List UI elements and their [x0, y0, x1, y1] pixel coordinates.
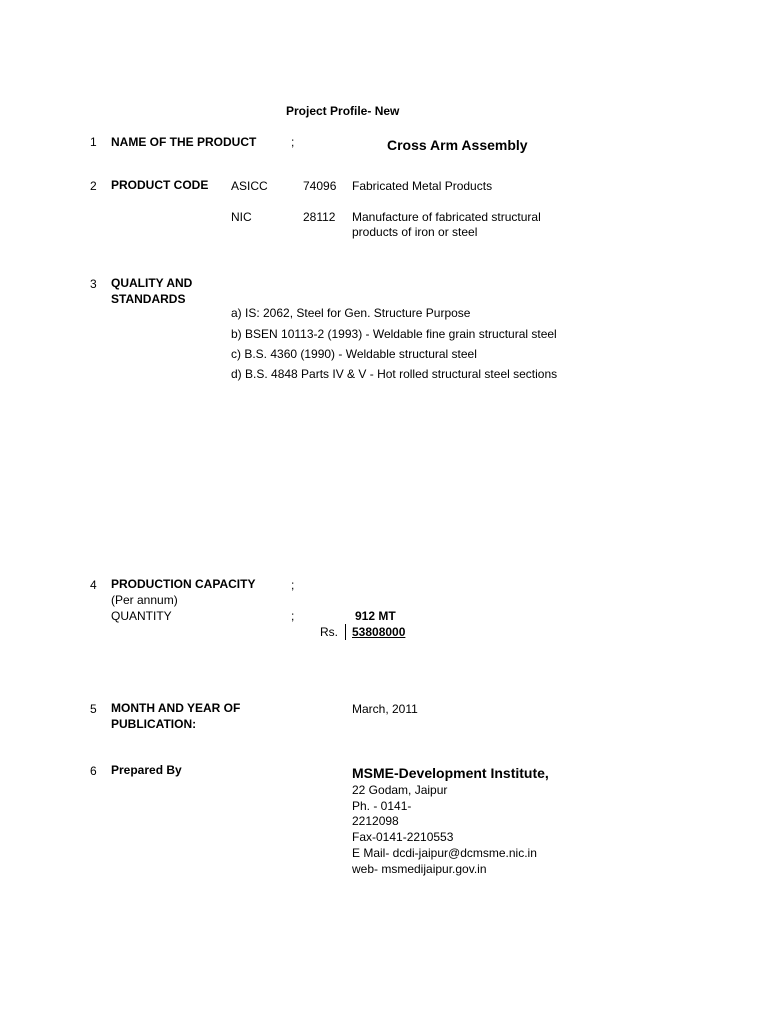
asicc-code: ASICC [231, 179, 268, 193]
nic-description-line-1: Manufacture of fabricated structural [352, 210, 541, 224]
publication-label-line-1: MONTH AND YEAR OF [111, 701, 241, 715]
cell-border [345, 624, 346, 640]
asicc-description: Fabricated Metal Products [352, 179, 493, 193]
publication-date: March, 2011 [352, 702, 418, 716]
email-line: E Mail- dcdi-jaipur@dcmsme.nic.in [352, 846, 537, 860]
quality-label-line-1: QUALITY AND [111, 276, 193, 290]
publication-label-line-2: PUBLICATION: [111, 717, 197, 731]
nic-description-line-2: products of iron or steel [352, 225, 478, 239]
section-5-number: 5 [90, 702, 97, 716]
phone-line: Ph. - 0141- [352, 799, 412, 813]
quantity-value: 912 MT [355, 609, 396, 623]
per-annum-label: (Per annum) [111, 593, 178, 607]
capacity-value-rupees: 53808000 [352, 625, 406, 639]
standard-item: b) BSEN 10113-2 (1993) - Weldable fine grain structural steel [231, 327, 557, 341]
rupees-label: Rs. [320, 625, 338, 639]
nic-code: NIC [231, 210, 252, 224]
quantity-separator: ; [291, 609, 295, 623]
website-line: web- msmedijaipur.gov.in [352, 862, 487, 876]
asicc-number: 74096 [303, 179, 337, 193]
production-capacity-label: PRODUCTION CAPACITY [111, 577, 256, 591]
prepared-by-label: Prepared By [111, 763, 182, 777]
nic-number: 28112 [303, 210, 336, 224]
product-code-label: PRODUCT CODE [111, 178, 209, 192]
production-capacity-separator: ; [291, 578, 295, 592]
page-title: Project Profile- New [286, 104, 400, 118]
standard-item: c) B.S. 4360 (1990) - Weldable structural steel [231, 347, 477, 361]
section-3-number: 3 [90, 277, 97, 291]
quantity-label: QUANTITY [111, 609, 172, 623]
section-2-number: 2 [90, 179, 97, 193]
section-4-number: 4 [90, 578, 97, 592]
section-1-number: 1 [90, 135, 97, 149]
fax-line: Fax-0141-2210553 [352, 830, 454, 844]
standard-item: d) B.S. 4848 Parts IV & V - Hot rolled structural steel sections [231, 367, 558, 381]
product-name-separator: ; [291, 135, 295, 149]
standard-item: a) IS: 2062, Steel for Gen. Structure Purpose [231, 306, 471, 320]
organization-name: MSME-Development Institute, [352, 765, 549, 781]
product-name-value: Cross Arm Assembly [387, 137, 528, 153]
section-6-number: 6 [90, 764, 97, 778]
phone-number-line: 2212098 [352, 814, 399, 828]
address-line: 22 Godam, Jaipur [352, 783, 448, 797]
quality-label-line-2: STANDARDS [111, 292, 186, 306]
product-name-label: NAME OF THE PRODUCT [111, 135, 257, 149]
